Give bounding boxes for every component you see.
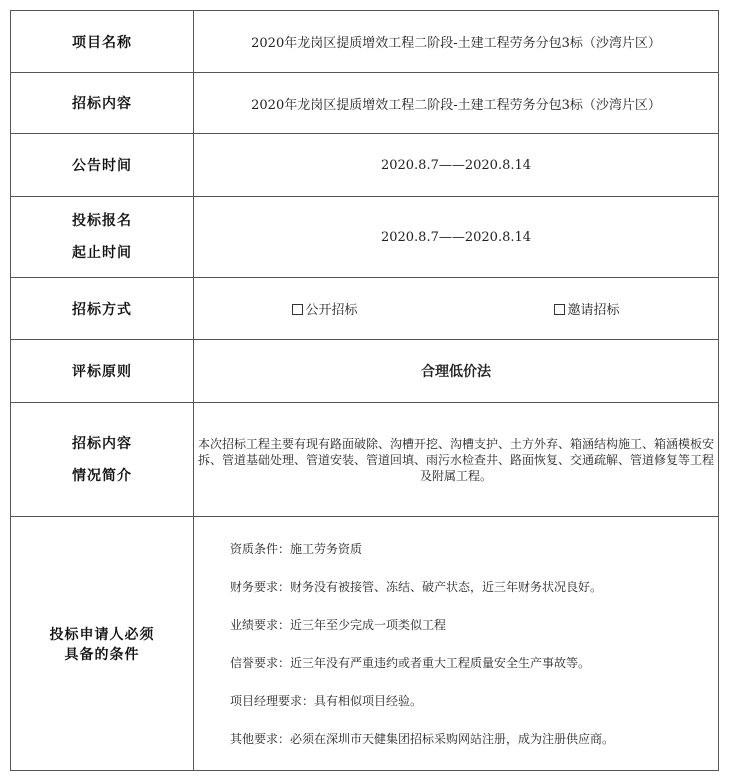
invite-tender-label: 邀请招标 <box>567 303 620 318</box>
requirement-qualification: 资质条件：施工劳务资质 <box>230 541 363 556</box>
tender-info-table <box>10 10 719 771</box>
requirements-label-line1: 投标申请人必须 <box>49 626 155 643</box>
eval-principle-value: 合理低价法 <box>194 340 719 403</box>
row-announce-time <box>11 134 719 197</box>
row-eval-principle <box>11 340 719 403</box>
content-summary-text: 本次招标工程主要有现有路面破除、沟槽开挖、沟槽支护、土方外弃、箱涵结构施工、箱涵模板安拆、管道基础处理、管道安装、管道回填、雨污水检查井、路面恢复、交通疏解、管道修复等工程及附属工程。 <box>194 403 719 517</box>
announce-time-label: 公告时间 <box>11 134 194 197</box>
eval-principle-label: 评标原则 <box>11 340 194 403</box>
open-tender-label: 公开招标 <box>305 303 358 318</box>
content-summary-label <box>11 403 194 517</box>
bid-content-label: 招标内容 <box>11 73 194 134</box>
row-content-summary <box>11 403 719 517</box>
row-project-name <box>11 11 719 73</box>
requirement-performance: 业绩要求：近三年至少完成一项类似工程 <box>230 617 447 632</box>
invite-tender-checkbox[interactable] <box>554 304 565 315</box>
requirements-list <box>194 517 719 771</box>
project-name-label: 项目名称 <box>11 11 194 73</box>
content-summary-label-line2: 情况简介 <box>72 467 132 484</box>
requirement-finance: 财务要求：财务没有被接管、冻结、破产状态，近三年财务状况良好。 <box>230 579 603 594</box>
register-time-label-line1: 投标报名 <box>72 213 132 229</box>
requirements-label <box>11 517 194 771</box>
bid-method-options <box>194 278 719 340</box>
requirement-other: 其他要求：必须在深圳市天健集团招标采购网站注册，成为注册供应商。 <box>230 731 615 746</box>
row-register-time <box>11 197 719 278</box>
project-name-value: 2020年龙岗区提质增效工程二阶段-土建工程劳务分包3标（沙湾片区） <box>194 11 719 73</box>
requirements-label-line2: 具备的条件 <box>64 646 140 663</box>
open-tender-option[interactable] <box>292 299 357 318</box>
requirement-reputation: 信誉要求：近三年没有严重违约或者重大工程质量安全生产事故等。 <box>230 655 591 670</box>
bid-content-value: 2020年龙岗区提质增效工程二阶段-土建工程劳务分包3标（沙湾片区） <box>194 73 719 134</box>
row-requirements <box>11 517 719 771</box>
row-bid-content <box>11 73 719 134</box>
content-summary-label-line1: 招标内容 <box>72 435 132 452</box>
row-bid-method <box>11 278 719 340</box>
requirement-project-manager: 项目经理要求：具有相似项目经验。 <box>230 693 423 708</box>
register-time-label-line2: 起止时间 <box>72 245 132 261</box>
register-time-value: 2020.8.7——2020.8.14 <box>194 197 719 278</box>
announce-time-value: 2020.8.7——2020.8.14 <box>194 134 719 197</box>
open-tender-checkbox[interactable] <box>292 304 303 315</box>
bid-method-label: 招标方式 <box>11 278 194 340</box>
register-time-label <box>11 197 194 278</box>
invite-tender-option[interactable] <box>554 299 619 318</box>
